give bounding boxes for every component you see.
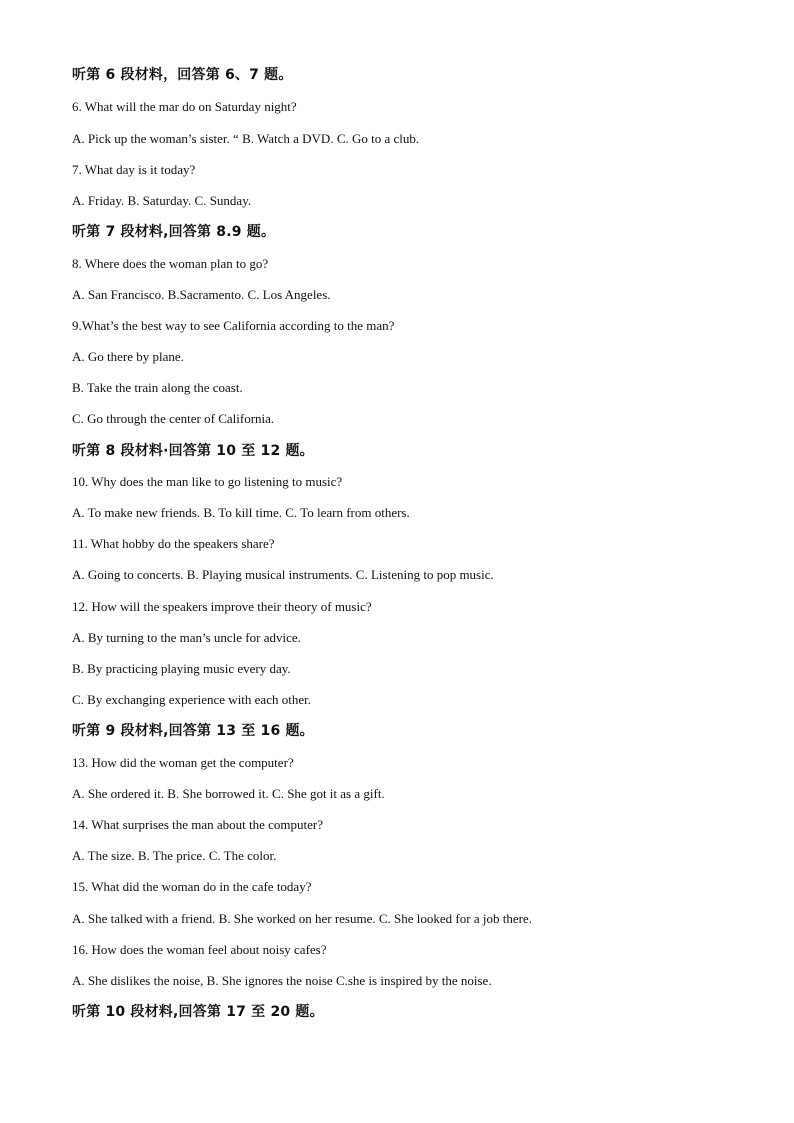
- question-8: 8. Where does the woman plan to go?: [72, 256, 269, 271]
- options-10: A. To make new friends. B. To kill time. C. To learn from others.: [72, 505, 410, 520]
- section-heading-10: 听第 10 段材料,回答第 17 至 20 题。: [72, 1004, 324, 1020]
- option-9a: A. Go there by plane.: [72, 349, 184, 364]
- question-10: 10. Why does the man like to go listening to music?: [72, 474, 343, 489]
- option-12b: B. By practicing playing music every day.: [72, 661, 291, 676]
- question-14: 14. What surprises the man about the computer?: [72, 817, 324, 832]
- option-12c: C. By exchanging experience with each other.: [72, 692, 311, 707]
- question-6: 6. What will the mar do on Saturday night?: [72, 99, 297, 114]
- option-9c: C. Go through the center of California.: [72, 411, 275, 426]
- options-7: A. Friday. B. Saturday. C. Sunday.: [72, 193, 252, 208]
- options-11: A. Going to concerts. B. Playing musical instruments. C. Listening to pop music.: [72, 567, 494, 582]
- section-heading-6: 听第 6 段材料，回答第 6、7 题。: [72, 67, 293, 83]
- options-13: A. She ordered it. B. She borrowed it. C. She got it as a gift.: [72, 786, 385, 801]
- option-12a: A. By turning to the man’s uncle for advice.: [72, 630, 301, 645]
- options-15: A. She talked with a friend. B. She worked on her resume. C. She looked for a job there.: [72, 911, 532, 926]
- question-7: 7. What day is it today?: [72, 162, 196, 177]
- question-15: 15. What did the woman do in the cafe today?: [72, 879, 312, 894]
- question-12: 12. How will the speakers improve their theory of music?: [72, 599, 372, 614]
- options-16: A. She dislikes the noise, B. She ignores the noise C.she is inspired by the noise.: [72, 973, 492, 988]
- option-9b: B. Take the train along the coast.: [72, 380, 243, 395]
- question-9: 9.What’s the best way to see California according to the man?: [72, 318, 395, 333]
- question-11: 11. What hobby do the speakers share?: [72, 536, 275, 551]
- options-6: A. Pick up the woman’s sister. “ B. Watch a DVD. C. Go to a club.: [72, 131, 420, 146]
- question-16: 16. How does the woman feel about noisy cafes?: [72, 942, 327, 957]
- section-heading-8: 听第 8 段材料·回答第 10 至 12 题。: [72, 443, 314, 459]
- question-13: 13. How did the woman get the computer?: [72, 755, 294, 770]
- section-heading-9: 听第 9 段材料,回答第 13 至 16 题。: [72, 723, 314, 739]
- options-14: A. The size. B. The price. C. The color.: [72, 848, 277, 863]
- options-8: A. San Francisco. B.Sacramento. C. Los Angeles.: [72, 287, 331, 302]
- section-heading-7: 听第 7 段材料,回答第 8.9 题。: [72, 224, 276, 240]
